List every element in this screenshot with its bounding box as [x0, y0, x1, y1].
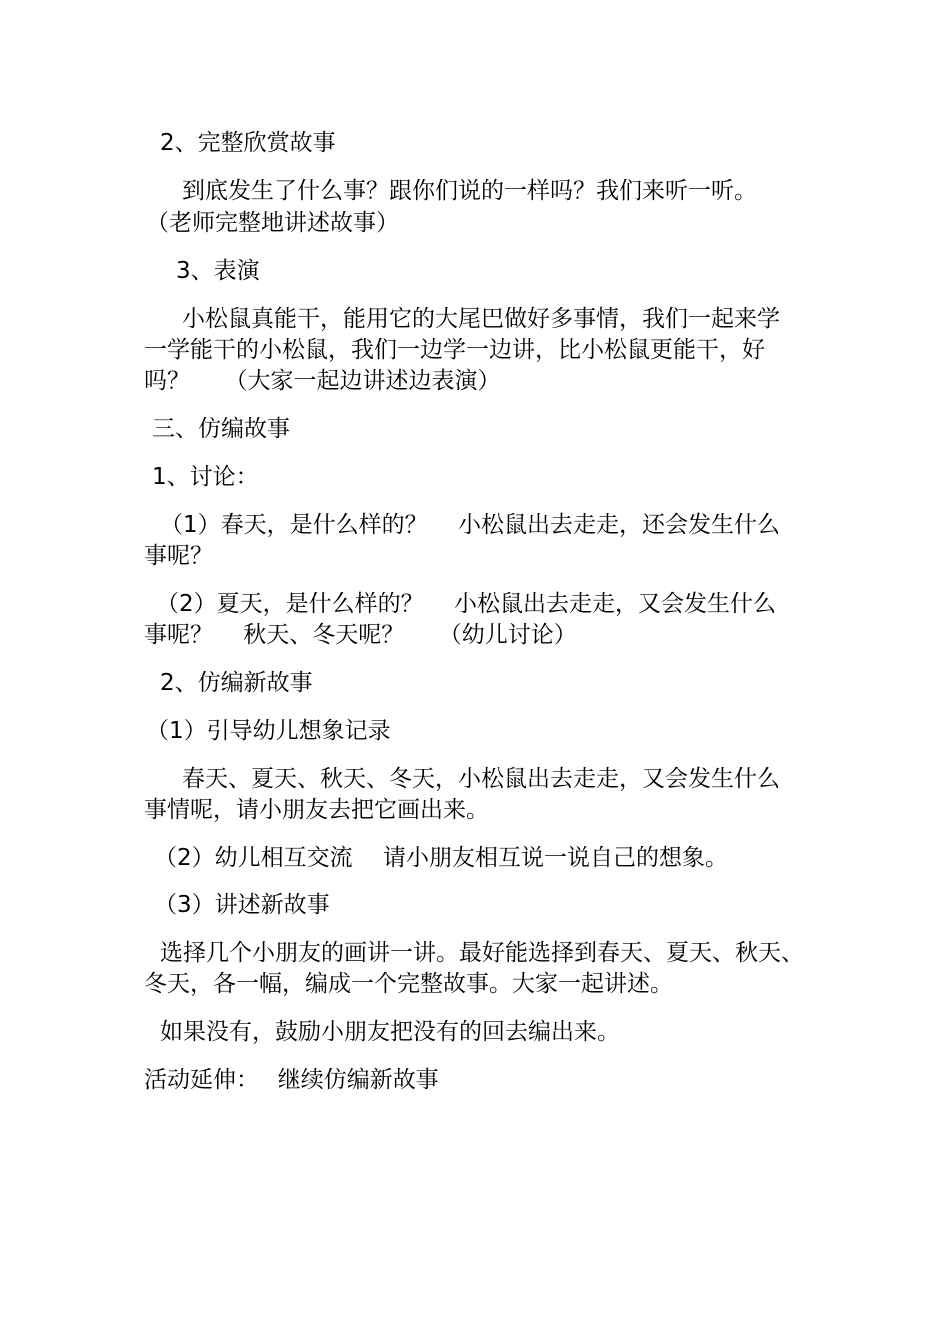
subheading-new-story: 2、仿编新故事	[160, 670, 313, 696]
paragraph-line: （老师完整地讲述故事）	[146, 210, 399, 236]
paragraph-line: 小松鼠真能干，能用它的大尾巴做好多事情，我们一起来学	[182, 306, 780, 332]
paragraph-line: 到底发生了什么事？跟你们说的一样吗？我们来听一听。	[182, 178, 757, 204]
paragraph-line: （3）讲述新故事	[154, 892, 330, 918]
section-heading-imitate-story: 三、仿编故事	[152, 416, 290, 442]
paragraph-line: （1）引导幼儿想象记录	[146, 718, 391, 744]
section-heading-appreciate-story: 2、完整欣赏故事	[160, 130, 336, 156]
subheading-discussion: 1、讨论：	[152, 464, 259, 490]
paragraph-line: 一学能干的小松鼠，我们一边学一边讲，比小松鼠更能干，好	[144, 337, 765, 363]
paragraph-line: （2）夏天，是什么样的？ 小松鼠出去走走，又会发生什么	[156, 591, 776, 617]
paragraph-line: 冬天，各一幅，编成一个完整故事。大家一起讲述。	[144, 971, 673, 997]
paragraph-line: 事呢？	[144, 543, 213, 569]
paragraph-line: 吗？ （大家一起边讲述边表演）	[144, 368, 501, 394]
section-heading-performance: 3、表演	[176, 258, 260, 284]
paragraph-line: 事呢？ 秋天、冬天呢？ （幼儿讨论）	[144, 622, 577, 648]
paragraph-line: 如果没有，鼓励小朋友把没有的回去编出来。	[160, 1019, 620, 1045]
paragraph-line: 事情呢，请小朋友去把它画出来。	[144, 797, 489, 823]
paragraph-line: 选择几个小朋友的画讲一讲。最好能选择到春天、夏天、秋天、	[160, 940, 804, 966]
activity-extension-line: 活动延伸： 继续仿编新故事	[144, 1067, 439, 1093]
paragraph-line: （2）幼儿相互交流 请小朋友相互说一说自己的想象。	[154, 845, 728, 871]
paragraph-line: 春天、夏天、秋天、冬天，小松鼠出去走走，又会发生什么	[182, 766, 780, 792]
paragraph-line: （1）春天，是什么样的？ 小松鼠出去走走，还会发生什么	[160, 512, 780, 538]
